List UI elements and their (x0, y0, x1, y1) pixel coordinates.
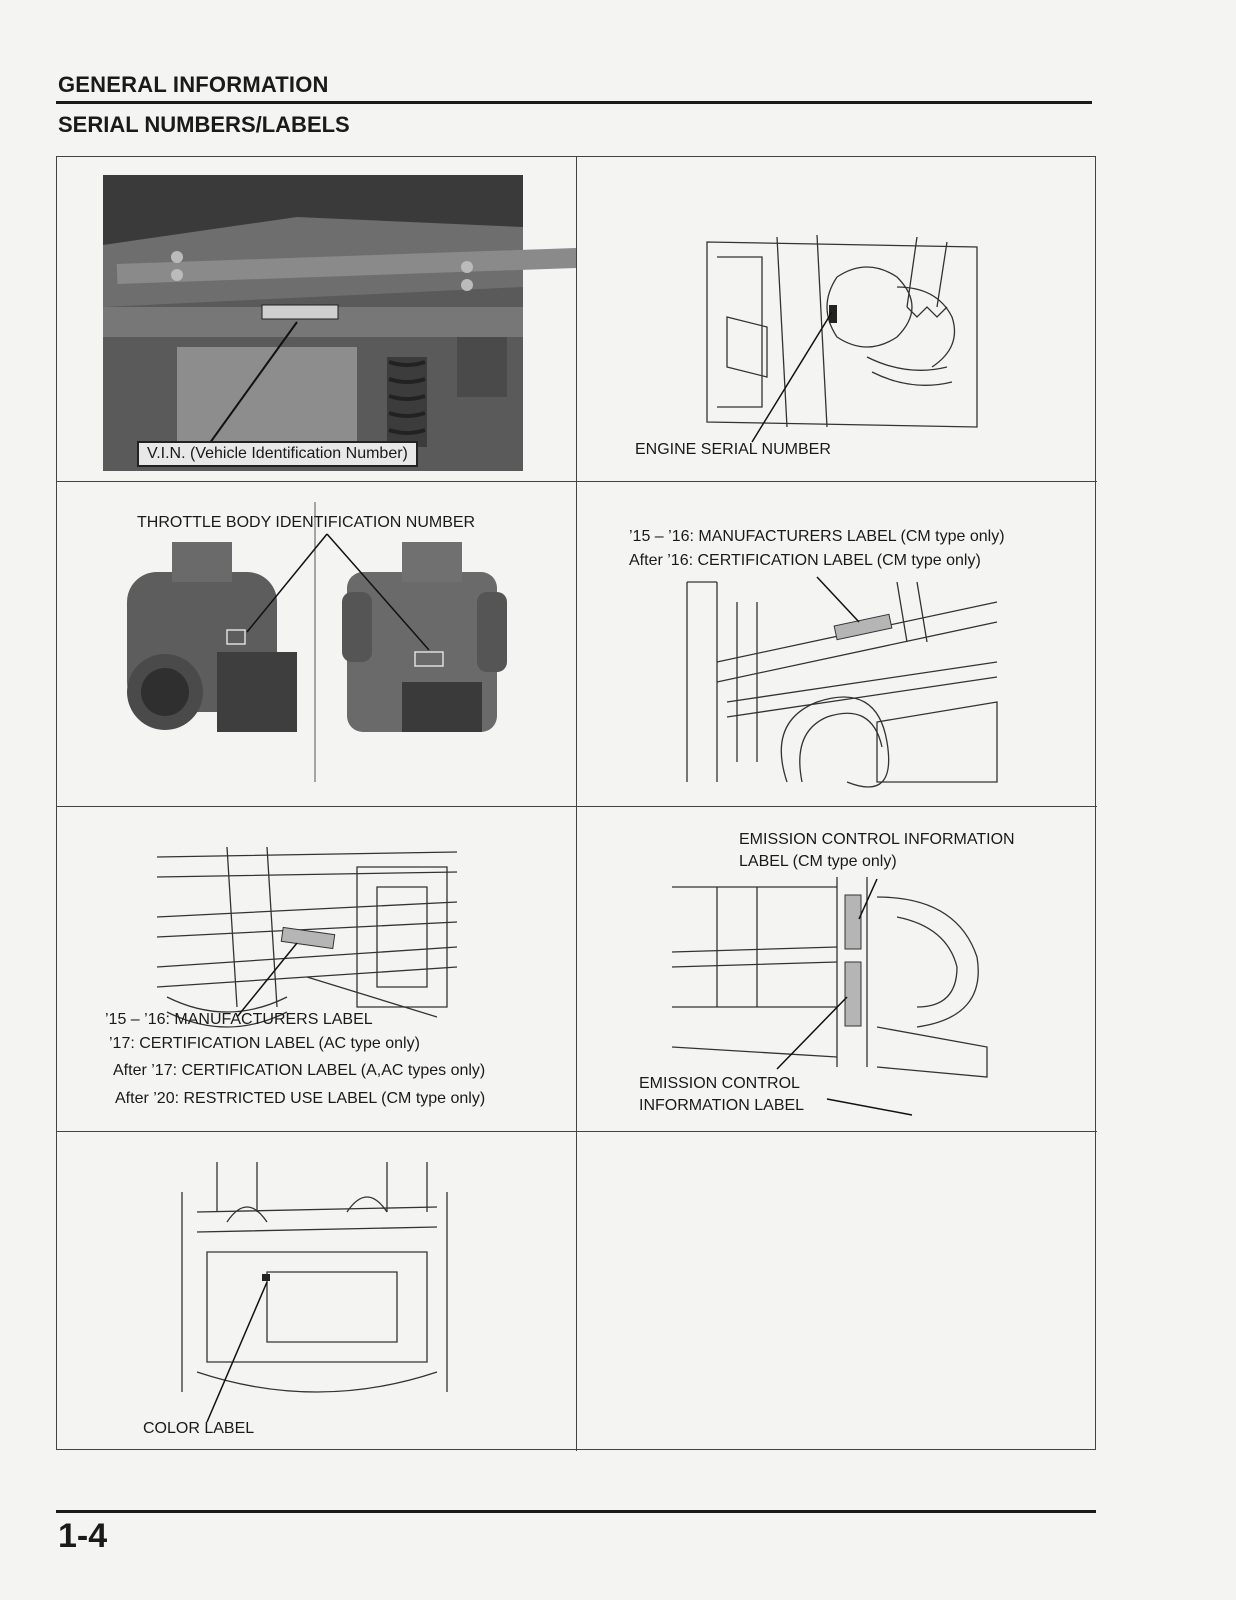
labels-grid (56, 156, 1096, 1450)
manufacturers-frame-line1: ’15 – ’16: MANUFACTURERS LABEL (105, 1011, 373, 1028)
emission-upper-line2: LABEL (CM type only) (739, 853, 897, 870)
side-frame-diagram (57, 807, 577, 1132)
panel-vin (57, 157, 577, 482)
panel-manufacturers-frame (57, 807, 577, 1132)
manufacturers-rear-line1: ’15 – ’16: MANUFACTURERS LABEL (CM type only) (629, 528, 1005, 545)
emission-lower-line1: EMISSION CONTROL (639, 1075, 800, 1092)
header-rule (56, 101, 1092, 104)
panel-empty (577, 1132, 1097, 1451)
color-label-diagram (57, 1132, 577, 1451)
manufacturers-frame-line2: ’17: CERTIFICATION LABEL (AC type only) (109, 1035, 420, 1052)
throttle-photo-right (342, 542, 507, 732)
footer-rule (56, 1510, 1096, 1513)
panel-throttle-body (57, 482, 577, 807)
panel-manufacturers-rear (577, 482, 1097, 807)
vin-label: V.I.N. (Vehicle Identification Number) (137, 441, 418, 467)
panel-color-label (57, 1132, 577, 1451)
section-title: GENERAL INFORMATION (58, 72, 329, 97)
manufacturers-frame-line4: After ’20: RESTRICTED USE LABEL (CM type only) (115, 1090, 486, 1107)
throttle-photo-left (127, 542, 297, 732)
throttle-body-photos (57, 482, 577, 807)
throttle-body-label: THROTTLE BODY IDENTIFICATION NUMBER (137, 514, 476, 531)
subsection-title: SERIAL NUMBERS/LABELS (58, 112, 350, 137)
emission-lower-line2: INFORMATION LABEL (639, 1097, 805, 1114)
manufacturers-frame-line3: After ’17: CERTIFICATION LABEL (A,AC types only) (113, 1062, 486, 1079)
manufacturers-rear-line2: After ’16: CERTIFICATION LABEL (CM type only) (629, 552, 981, 569)
color-label-text: COLOR LABEL (143, 1420, 255, 1437)
panel-emission-control (577, 807, 1097, 1132)
panel-engine-serial (577, 157, 1097, 482)
vin-photo (57, 157, 577, 482)
rear-frame-diagram (577, 482, 1097, 807)
emission-upper-line1: EMISSION CONTROL INFORMATION (739, 831, 1015, 848)
page-number: 1-4 (58, 1517, 108, 1555)
engine-diagram (577, 157, 1097, 482)
engine-serial-label: ENGINE SERIAL NUMBER (635, 441, 831, 458)
